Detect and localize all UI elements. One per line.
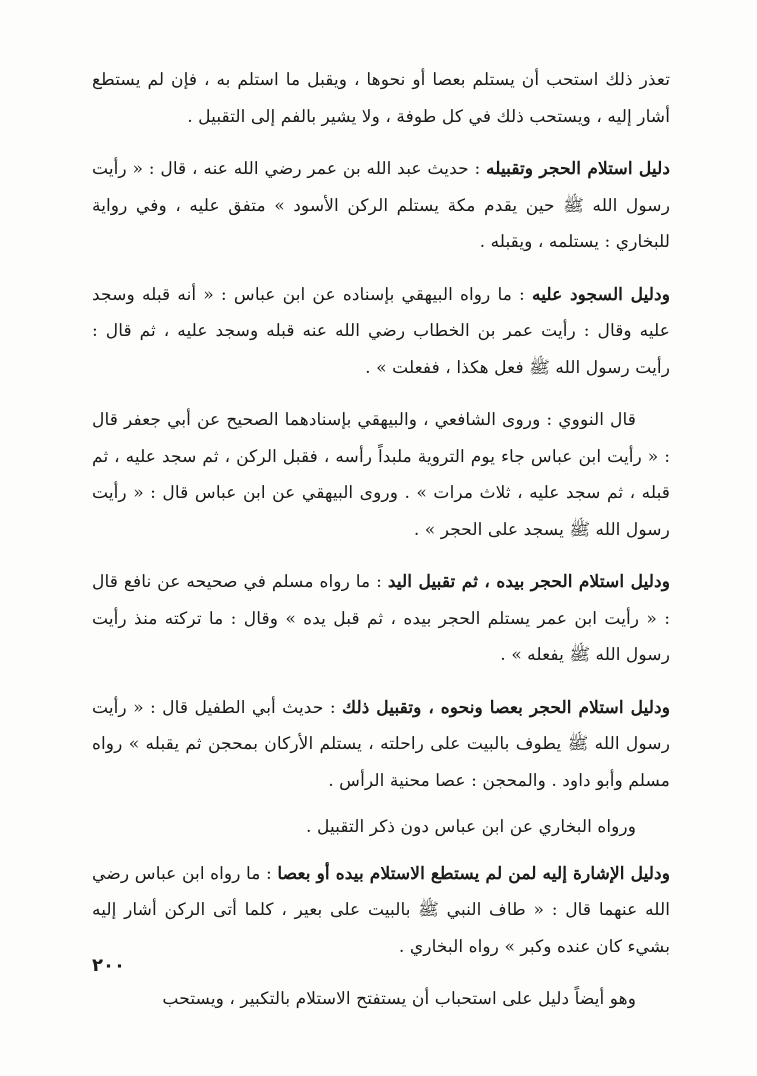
paragraph-text: ورواه البخاري عن ابن عباس دون ذكر التقبيل . [306, 817, 636, 837]
paragraph [92, 151, 670, 261]
paragraph-text: وهو أيضاً دليل على استحباب أن يستفتح الاستلام بالتكبير ، ويستحب [162, 989, 636, 1009]
paragraph-text: : ما رواه ابن عباس رضي الله عنهما قال : « طاف النبي ﷺ بالبيت على بعير ، كلما أتى الركن أشار إليه بشيء كان عنده وكبر » رواه البخاري . [92, 863, 670, 957]
paragraph [92, 690, 670, 800]
paragraph [92, 809, 670, 846]
paragraph-text: : حديث عبد الله بن عمر رضي الله عنه ، قال : « رأيت رسول الله ﷺ حين يقدم مكة يستلم الركن الأسود » متفق عليه ، وفي رواية للبخاري : يستلمه ، ويقبله . [92, 159, 670, 252]
paragraph-text: قال النووي : وروى الشافعي ، والبيهقي بإسنادهما الصحيح عن أبي جعفر قال : « رأيت ابن عباس جاء يوم التروية ملبداً رأسه ، فقبل الركن ، ثم سجد عليه ، ثم قبله ، ثم سجد عليه ، ثلاث مرات » . وروى البيهقي عن ابن عباس قال : « رأيت رسول الله ﷺ يسجد على الحجر » . [92, 410, 670, 540]
paragraph-heading: ودليل الإشارة إليه لمن لم يستطع الاستلام بيده أو بعصا [277, 863, 670, 884]
paragraph [92, 856, 670, 966]
page-body [92, 62, 670, 1028]
page-number: ٢٠٠ [92, 955, 125, 976]
paragraph-text: : ما رواه مسلم في صحيحه عن نافع قال : « رأيت ابن عمر يستلم الحجر بيده ، ثم قبل يده » وقال : ما تركته منذ رأيت رسول الله ﷺ يفعله » . [92, 572, 670, 665]
paragraph-text: : حديث أبي الطفيل قال : « رأيت رسول الله ﷺ يطوف بالبيت على راحلته ، يستلم الأركان بمحجن ثم يقبله » رواه مسلم وأبو داود . والمحجن : عصا محنية الرأس . [92, 697, 670, 791]
paragraph [92, 62, 670, 135]
paragraph-heading: ودليل استلام الحجر بعصا ونحوه ، وتقبيل ذلك [342, 697, 670, 718]
paragraph [92, 277, 670, 387]
paragraph-text: تعذر ذلك استحب أن يستلم بعصا أو نحوها ، ويقبل ما استلم به ، فإن لم يستطع أشار إليه ، ويستحب ذلك في كل طوفة ، ولا يشير بالفم إلى التقبيل . [92, 70, 670, 127]
paragraph-heading: ودليل استلام الحجر بيده ، ثم تقبيل اليد [387, 572, 670, 592]
paragraph [92, 402, 670, 548]
paragraph-heading: دليل استلام الحجر وتقبيله [486, 159, 670, 179]
paragraph-text: : ما رواه البيهقي بإسناده عن ابن عباس : « أنه قبله وسجد عليه وقال : رأيت عمر بن الخطاب رضي الله عنه قبله وسجد عليه ، ثم قال : رأيت رسول الله ﷺ فعل هكذا ، ففعلت » . [92, 284, 670, 378]
paragraph [92, 981, 670, 1018]
paragraph-heading: ودليل السجود عليه [531, 284, 670, 305]
paragraph [92, 564, 670, 674]
